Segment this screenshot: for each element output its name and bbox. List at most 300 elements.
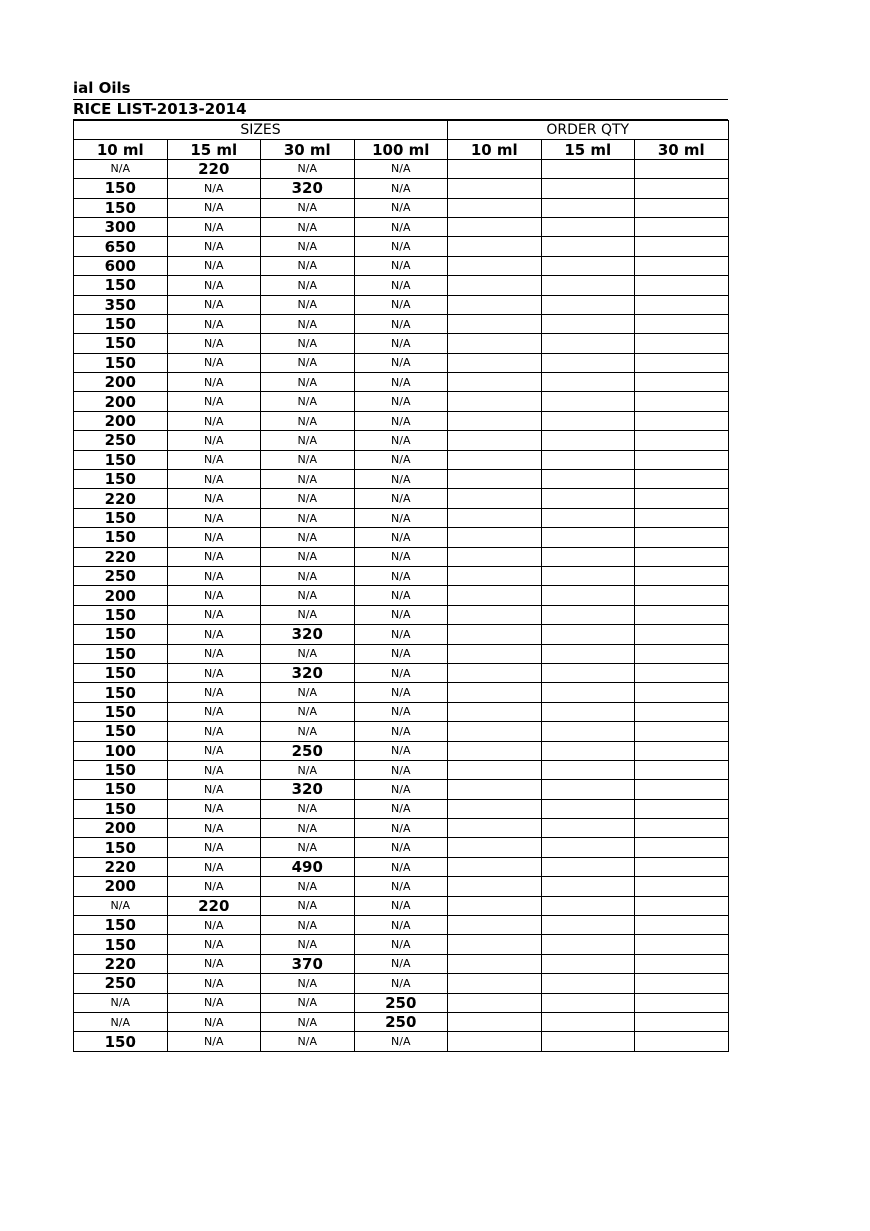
order-qty-cell-10ml[interactable] — [448, 373, 542, 392]
price-cell-100ml: N/A — [354, 1032, 448, 1051]
price-cell-15ml: N/A — [167, 993, 261, 1012]
order-qty-cell-15ml[interactable] — [541, 547, 635, 566]
order-qty-cell-30ml[interactable] — [635, 1032, 729, 1051]
order-qty-cell-15ml[interactable] — [541, 450, 635, 469]
price-cell-100ml: N/A — [354, 353, 448, 372]
price-cell-10ml: 150 — [74, 625, 168, 644]
price-cell-15ml: N/A — [167, 780, 261, 799]
order-qty-cell-10ml[interactable] — [448, 314, 542, 333]
size-header-100ml: 100 ml — [354, 140, 448, 159]
order-qty-cell-30ml[interactable] — [635, 179, 729, 198]
order-qty-cell-10ml[interactable] — [448, 470, 542, 489]
price-cell-30ml: N/A — [261, 334, 355, 353]
order-qty-cell-10ml[interactable] — [448, 1012, 542, 1031]
price-cell-30ml: N/A — [261, 276, 355, 295]
price-cell-30ml: N/A — [261, 237, 355, 256]
order-qty-cell-30ml[interactable] — [635, 547, 729, 566]
size-header-15ml: 15 ml — [167, 140, 261, 159]
table-row — [74, 237, 729, 256]
order-qty-cell-10ml[interactable] — [448, 838, 542, 857]
order-qty-cell-15ml[interactable] — [541, 159, 635, 178]
price-cell-100ml: N/A — [354, 392, 448, 411]
price-cell-15ml: N/A — [167, 663, 261, 682]
order-qty-cell-30ml[interactable] — [635, 431, 729, 450]
price-cell-30ml: N/A — [261, 974, 355, 993]
price-cell-10ml: 150 — [74, 334, 168, 353]
order-qty-cell-15ml[interactable] — [541, 741, 635, 760]
order-qty-cell-10ml[interactable] — [448, 411, 542, 430]
order-qty-cell-15ml[interactable] — [541, 489, 635, 508]
order-qty-cell-15ml[interactable] — [541, 431, 635, 450]
price-cell-10ml: 150 — [74, 353, 168, 372]
order-qty-cell-15ml[interactable] — [541, 663, 635, 682]
price-cell-15ml: N/A — [167, 566, 261, 585]
order-qty-cell-15ml[interactable] — [541, 780, 635, 799]
order-qty-cell-10ml[interactable] — [448, 896, 542, 915]
price-cell-100ml: N/A — [354, 644, 448, 663]
table-row — [74, 566, 729, 585]
price-cell-30ml: 490 — [261, 857, 355, 876]
price-cell-30ml: N/A — [261, 431, 355, 450]
price-cell-100ml: N/A — [354, 334, 448, 353]
order-qty-cell-10ml[interactable] — [448, 644, 542, 663]
table-row — [74, 256, 729, 275]
price-cell-10ml: 150 — [74, 508, 168, 527]
order-qty-cell-10ml[interactable] — [448, 217, 542, 236]
price-cell-15ml: N/A — [167, 722, 261, 741]
order-qty-cell-30ml[interactable] — [635, 314, 729, 333]
order-qty-cell-30ml[interactable] — [635, 392, 729, 411]
order-qty-cell-10ml[interactable] — [448, 722, 542, 741]
order-qty-cell-15ml[interactable] — [541, 566, 635, 585]
price-cell-30ml: 320 — [261, 179, 355, 198]
order-qty-cell-15ml[interactable] — [541, 799, 635, 818]
order-qty-cell-30ml[interactable] — [635, 276, 729, 295]
order-qty-cell-30ml[interactable] — [635, 1012, 729, 1031]
price-cell-10ml: 150 — [74, 702, 168, 721]
order-qty-cell-30ml[interactable] — [635, 217, 729, 236]
table-row — [74, 586, 729, 605]
price-cell-15ml: N/A — [167, 877, 261, 896]
order-qty-cell-15ml[interactable] — [541, 276, 635, 295]
order-qty-cell-10ml[interactable] — [448, 993, 542, 1012]
price-cell-15ml: N/A — [167, 314, 261, 333]
order-qty-cell-30ml[interactable] — [635, 373, 729, 392]
order-qty-cell-15ml[interactable] — [541, 993, 635, 1012]
price-cell-100ml: N/A — [354, 276, 448, 295]
price-cell-10ml: 150 — [74, 1032, 168, 1051]
price-cell-10ml: 150 — [74, 780, 168, 799]
price-cell-30ml: N/A — [261, 896, 355, 915]
price-cell-10ml: 150 — [74, 528, 168, 547]
price-cell-10ml: 150 — [74, 179, 168, 198]
price-cell-100ml: N/A — [354, 722, 448, 741]
order-qty-cell-10ml[interactable] — [448, 780, 542, 799]
order-qty-cell-30ml[interactable] — [635, 256, 729, 275]
order-qty-cell-10ml[interactable] — [448, 586, 542, 605]
order-qty-cell-10ml[interactable] — [448, 954, 542, 973]
price-cell-10ml: 150 — [74, 760, 168, 779]
price-cell-10ml: 250 — [74, 566, 168, 585]
price-cell-30ml: N/A — [261, 683, 355, 702]
price-cell-100ml: N/A — [354, 935, 448, 954]
order-qty-cell-15ml[interactable] — [541, 935, 635, 954]
order-qty-cell-15ml[interactable] — [541, 760, 635, 779]
table-row — [74, 411, 729, 430]
order-qty-cell-30ml[interactable] — [635, 295, 729, 314]
order-qty-cell-15ml[interactable] — [541, 702, 635, 721]
order-qty-cell-10ml[interactable] — [448, 547, 542, 566]
table-row — [74, 683, 729, 702]
order-qty-cell-30ml[interactable] — [635, 159, 729, 178]
price-cell-30ml: N/A — [261, 353, 355, 372]
table-row — [74, 508, 729, 527]
order-qty-cell-15ml[interactable] — [541, 179, 635, 198]
order-qty-cell-30ml[interactable] — [635, 470, 729, 489]
price-cell-100ml: N/A — [354, 528, 448, 547]
order-qty-cell-30ml[interactable] — [635, 877, 729, 896]
price-cell-10ml: 150 — [74, 838, 168, 857]
order-qty-cell-10ml[interactable] — [448, 935, 542, 954]
price-cell-10ml: 100 — [74, 741, 168, 760]
order-qty-cell-15ml[interactable] — [541, 877, 635, 896]
table-row — [74, 877, 729, 896]
order-qty-cell-15ml[interactable] — [541, 256, 635, 275]
order-qty-cell-30ml[interactable] — [635, 663, 729, 682]
table-row — [74, 722, 729, 741]
order-qty-cell-30ml[interactable] — [635, 896, 729, 915]
order-qty-cell-10ml[interactable] — [448, 605, 542, 624]
price-cell-100ml: N/A — [354, 799, 448, 818]
order-qty-cell-30ml[interactable] — [635, 916, 729, 935]
order-qty-cell-30ml[interactable] — [635, 935, 729, 954]
size-header-10ml: 10 ml — [74, 140, 168, 159]
order-qty-cell-30ml[interactable] — [635, 838, 729, 857]
order-qty-cell-15ml[interactable] — [541, 819, 635, 838]
order-qty-cell-15ml[interactable] — [541, 1012, 635, 1031]
order-qty-cell-15ml[interactable] — [541, 373, 635, 392]
order-qty-cell-15ml[interactable] — [541, 528, 635, 547]
order-qty-cell-30ml[interactable] — [635, 741, 729, 760]
price-cell-100ml: N/A — [354, 954, 448, 973]
table-row — [74, 431, 729, 450]
order-qty-cell-10ml[interactable] — [448, 450, 542, 469]
order-qty-cell-15ml[interactable] — [541, 896, 635, 915]
order-qty-cell-15ml[interactable] — [541, 644, 635, 663]
price-cell-30ml: N/A — [261, 470, 355, 489]
price-cell-30ml: N/A — [261, 644, 355, 663]
price-cell-30ml: N/A — [261, 605, 355, 624]
price-cell-10ml: 250 — [74, 974, 168, 993]
price-cell-15ml: N/A — [167, 198, 261, 217]
table-row — [74, 857, 729, 876]
order-qty-cell-10ml[interactable] — [448, 431, 542, 450]
order-qty-cell-15ml[interactable] — [541, 217, 635, 236]
price-cell-15ml: N/A — [167, 799, 261, 818]
size-header-30ml: 30 ml — [261, 140, 355, 159]
price-cell-15ml: N/A — [167, 625, 261, 644]
table-row — [74, 353, 729, 372]
order-qty-cell-30ml[interactable] — [635, 566, 729, 585]
price-cell-100ml: N/A — [354, 450, 448, 469]
price-cell-30ml: N/A — [261, 159, 355, 178]
order-qty-cell-30ml[interactable] — [635, 237, 729, 256]
order-qty-cell-30ml[interactable] — [635, 334, 729, 353]
order-qty-cell-10ml[interactable] — [448, 508, 542, 527]
table-row — [74, 741, 729, 760]
table-row — [74, 295, 729, 314]
price-cell-10ml: 650 — [74, 237, 168, 256]
order-qty-cell-30ml[interactable] — [635, 819, 729, 838]
order-qty-cell-15ml[interactable] — [541, 586, 635, 605]
order-qty-cell-30ml[interactable] — [635, 605, 729, 624]
order-qty-cell-30ml[interactable] — [635, 411, 729, 430]
price-cell-10ml: 150 — [74, 663, 168, 682]
order-qty-cell-15ml[interactable] — [541, 314, 635, 333]
order-qty-cell-10ml[interactable] — [448, 916, 542, 935]
price-cell-10ml: 150 — [74, 276, 168, 295]
group-header-row — [74, 121, 729, 140]
price-cell-10ml: 150 — [74, 683, 168, 702]
table-row — [74, 198, 729, 217]
order-qty-cell-30ml[interactable] — [635, 353, 729, 372]
price-cell-10ml: 150 — [74, 470, 168, 489]
order-qty-cell-30ml[interactable] — [635, 954, 729, 973]
order-qty-cell-15ml[interactable] — [541, 722, 635, 741]
order-qty-cell-15ml[interactable] — [541, 916, 635, 935]
order-qty-cell-10ml[interactable] — [448, 799, 542, 818]
order-qty-cell-10ml[interactable] — [448, 702, 542, 721]
order-qty-cell-10ml[interactable] — [448, 392, 542, 411]
price-cell-15ml: N/A — [167, 683, 261, 702]
order-qty-cell-10ml[interactable] — [448, 1032, 542, 1051]
table-row — [74, 663, 729, 682]
order-qty-cell-15ml[interactable] — [541, 1032, 635, 1051]
table-row — [74, 625, 729, 644]
sizes-group-header: SIZES — [74, 121, 448, 140]
price-cell-30ml: N/A — [261, 198, 355, 217]
price-cell-30ml: N/A — [261, 877, 355, 896]
order-qty-cell-10ml[interactable] — [448, 334, 542, 353]
order-qty-cell-30ml[interactable] — [635, 683, 729, 702]
price-cell-100ml: N/A — [354, 489, 448, 508]
order-qty-cell-10ml[interactable] — [448, 159, 542, 178]
price-cell-100ml: N/A — [354, 741, 448, 760]
price-cell-100ml: N/A — [354, 179, 448, 198]
price-cell-100ml: N/A — [354, 586, 448, 605]
order-qty-cell-15ml[interactable] — [541, 683, 635, 702]
order-qty-cell-10ml[interactable] — [448, 528, 542, 547]
order-qty-cell-10ml[interactable] — [448, 683, 542, 702]
order-qty-cell-10ml[interactable] — [448, 276, 542, 295]
price-cell-10ml: 150 — [74, 644, 168, 663]
order-qty-cell-10ml[interactable] — [448, 198, 542, 217]
price-cell-30ml: N/A — [261, 392, 355, 411]
price-cell-100ml: N/A — [354, 780, 448, 799]
price-cell-100ml: 250 — [354, 993, 448, 1012]
price-cell-30ml: N/A — [261, 838, 355, 857]
order-qty-cell-15ml[interactable] — [541, 470, 635, 489]
price-cell-15ml: N/A — [167, 508, 261, 527]
table-row — [74, 702, 729, 721]
price-cell-30ml: N/A — [261, 1032, 355, 1051]
price-cell-100ml: N/A — [354, 314, 448, 333]
order-qty-cell-15ml[interactable] — [541, 411, 635, 430]
order-qty-cell-30ml[interactable] — [635, 993, 729, 1012]
table-row — [74, 528, 729, 547]
order-qty-cell-10ml[interactable] — [448, 489, 542, 508]
order-qty-cell-15ml[interactable] — [541, 295, 635, 314]
order-qty-cell-15ml[interactable] — [541, 392, 635, 411]
price-cell-15ml: N/A — [167, 450, 261, 469]
order-qty-cell-10ml[interactable] — [448, 741, 542, 760]
price-cell-30ml: N/A — [261, 722, 355, 741]
price-cell-100ml: N/A — [354, 431, 448, 450]
price-cell-15ml: N/A — [167, 644, 261, 663]
price-cell-100ml: N/A — [354, 198, 448, 217]
table-row — [74, 954, 729, 973]
order-qty-cell-10ml[interactable] — [448, 256, 542, 275]
order-qty-cell-15ml[interactable] — [541, 198, 635, 217]
order-qty-cell-15ml[interactable] — [541, 605, 635, 624]
order-qty-cell-15ml[interactable] — [541, 625, 635, 644]
order-qty-cell-10ml[interactable] — [448, 663, 542, 682]
price-cell-15ml: N/A — [167, 838, 261, 857]
order-qty-cell-15ml[interactable] — [541, 838, 635, 857]
price-cell-15ml: N/A — [167, 217, 261, 236]
order-qty-cell-30ml[interactable] — [635, 722, 729, 741]
table-row — [74, 780, 729, 799]
price-cell-30ml: N/A — [261, 373, 355, 392]
price-cell-30ml: N/A — [261, 819, 355, 838]
price-cell-100ml: N/A — [354, 877, 448, 896]
table-row — [74, 450, 729, 469]
table-row — [74, 819, 729, 838]
price-cell-100ml: N/A — [354, 760, 448, 779]
order-qty-cell-30ml[interactable] — [635, 489, 729, 508]
table-row — [74, 974, 729, 993]
order-qty-cell-10ml[interactable] — [448, 237, 542, 256]
order-qty-cell-30ml[interactable] — [635, 644, 729, 663]
table-row — [74, 605, 729, 624]
order-qty-cell-10ml[interactable] — [448, 625, 542, 644]
order-qty-cell-10ml[interactable] — [448, 974, 542, 993]
price-cell-15ml: N/A — [167, 528, 261, 547]
table-row — [74, 1032, 729, 1051]
price-cell-10ml: 150 — [74, 198, 168, 217]
price-cell-10ml: N/A — [74, 159, 168, 178]
price-cell-15ml: N/A — [167, 411, 261, 430]
price-cell-15ml: N/A — [167, 256, 261, 275]
table-row — [74, 547, 729, 566]
price-cell-15ml: N/A — [167, 276, 261, 295]
order-qty-cell-30ml[interactable] — [635, 702, 729, 721]
price-cell-15ml: N/A — [167, 1032, 261, 1051]
price-cell-15ml: N/A — [167, 954, 261, 973]
price-cell-10ml: N/A — [74, 993, 168, 1012]
price-cell-10ml: 200 — [74, 373, 168, 392]
price-cell-15ml: N/A — [167, 179, 261, 198]
price-cell-100ml: N/A — [354, 896, 448, 915]
price-cell-10ml: 200 — [74, 586, 168, 605]
order-qty-cell-30ml[interactable] — [635, 528, 729, 547]
price-cell-100ml: N/A — [354, 256, 448, 275]
column-header-row — [74, 140, 729, 159]
table-row — [74, 838, 729, 857]
order-qty-cell-10ml[interactable] — [448, 179, 542, 198]
order-qty-cell-15ml[interactable] — [541, 353, 635, 372]
order-qty-cell-15ml[interactable] — [541, 954, 635, 973]
order-qty-cell-30ml[interactable] — [635, 974, 729, 993]
price-cell-15ml: N/A — [167, 702, 261, 721]
order-qty-cell-10ml[interactable] — [448, 295, 542, 314]
price-cell-10ml: 220 — [74, 954, 168, 973]
price-list-table — [73, 120, 729, 1052]
order-qty-cell-15ml[interactable] — [541, 857, 635, 876]
price-cell-30ml: N/A — [261, 547, 355, 566]
table-row — [74, 373, 729, 392]
price-cell-100ml: N/A — [354, 159, 448, 178]
price-cell-100ml: N/A — [354, 295, 448, 314]
order-qty-cell-30ml[interactable] — [635, 799, 729, 818]
order-qty-cell-10ml[interactable] — [448, 760, 542, 779]
price-cell-30ml: N/A — [261, 799, 355, 818]
price-cell-15ml: N/A — [167, 1012, 261, 1031]
price-cell-15ml: N/A — [167, 470, 261, 489]
document-title: ial Oils — [73, 79, 131, 97]
table-row — [74, 1012, 729, 1031]
order-qty-cell-15ml[interactable] — [541, 974, 635, 993]
price-cell-30ml: N/A — [261, 1012, 355, 1031]
order-qty-cell-30ml[interactable] — [635, 625, 729, 644]
price-cell-100ml: N/A — [354, 237, 448, 256]
price-cell-10ml: 220 — [74, 547, 168, 566]
order-qty-cell-10ml[interactable] — [448, 877, 542, 896]
order-qty-cell-10ml[interactable] — [448, 566, 542, 585]
price-cell-30ml: N/A — [261, 489, 355, 508]
order-qty-cell-15ml[interactable] — [541, 508, 635, 527]
price-cell-100ml: N/A — [354, 974, 448, 993]
price-cell-15ml: N/A — [167, 353, 261, 372]
order-qty-cell-15ml[interactable] — [541, 334, 635, 353]
table-row — [74, 334, 729, 353]
order-qty-cell-30ml[interactable] — [635, 198, 729, 217]
price-cell-100ml: 250 — [354, 1012, 448, 1031]
price-cell-15ml: N/A — [167, 431, 261, 450]
order-qty-cell-30ml[interactable] — [635, 450, 729, 469]
price-cell-15ml: 220 — [167, 159, 261, 178]
table-row — [74, 392, 729, 411]
price-cell-100ml: N/A — [354, 566, 448, 585]
table-row — [74, 276, 729, 295]
table-row — [74, 935, 729, 954]
price-cell-100ml: N/A — [354, 605, 448, 624]
order-qty-cell-10ml[interactable] — [448, 857, 542, 876]
order-qty-cell-10ml[interactable] — [448, 353, 542, 372]
price-cell-10ml: 220 — [74, 489, 168, 508]
order-qty-cell-30ml[interactable] — [635, 508, 729, 527]
order-qty-cell-30ml[interactable] — [635, 857, 729, 876]
price-cell-15ml: N/A — [167, 760, 261, 779]
order-qty-cell-10ml[interactable] — [448, 819, 542, 838]
price-cell-30ml: N/A — [261, 508, 355, 527]
order-qty-cell-30ml[interactable] — [635, 586, 729, 605]
order-qty-cell-30ml[interactable] — [635, 760, 729, 779]
price-cell-15ml: N/A — [167, 857, 261, 876]
order-qty-cell-30ml[interactable] — [635, 780, 729, 799]
price-cell-10ml: 300 — [74, 217, 168, 236]
order-qty-cell-15ml[interactable] — [541, 237, 635, 256]
